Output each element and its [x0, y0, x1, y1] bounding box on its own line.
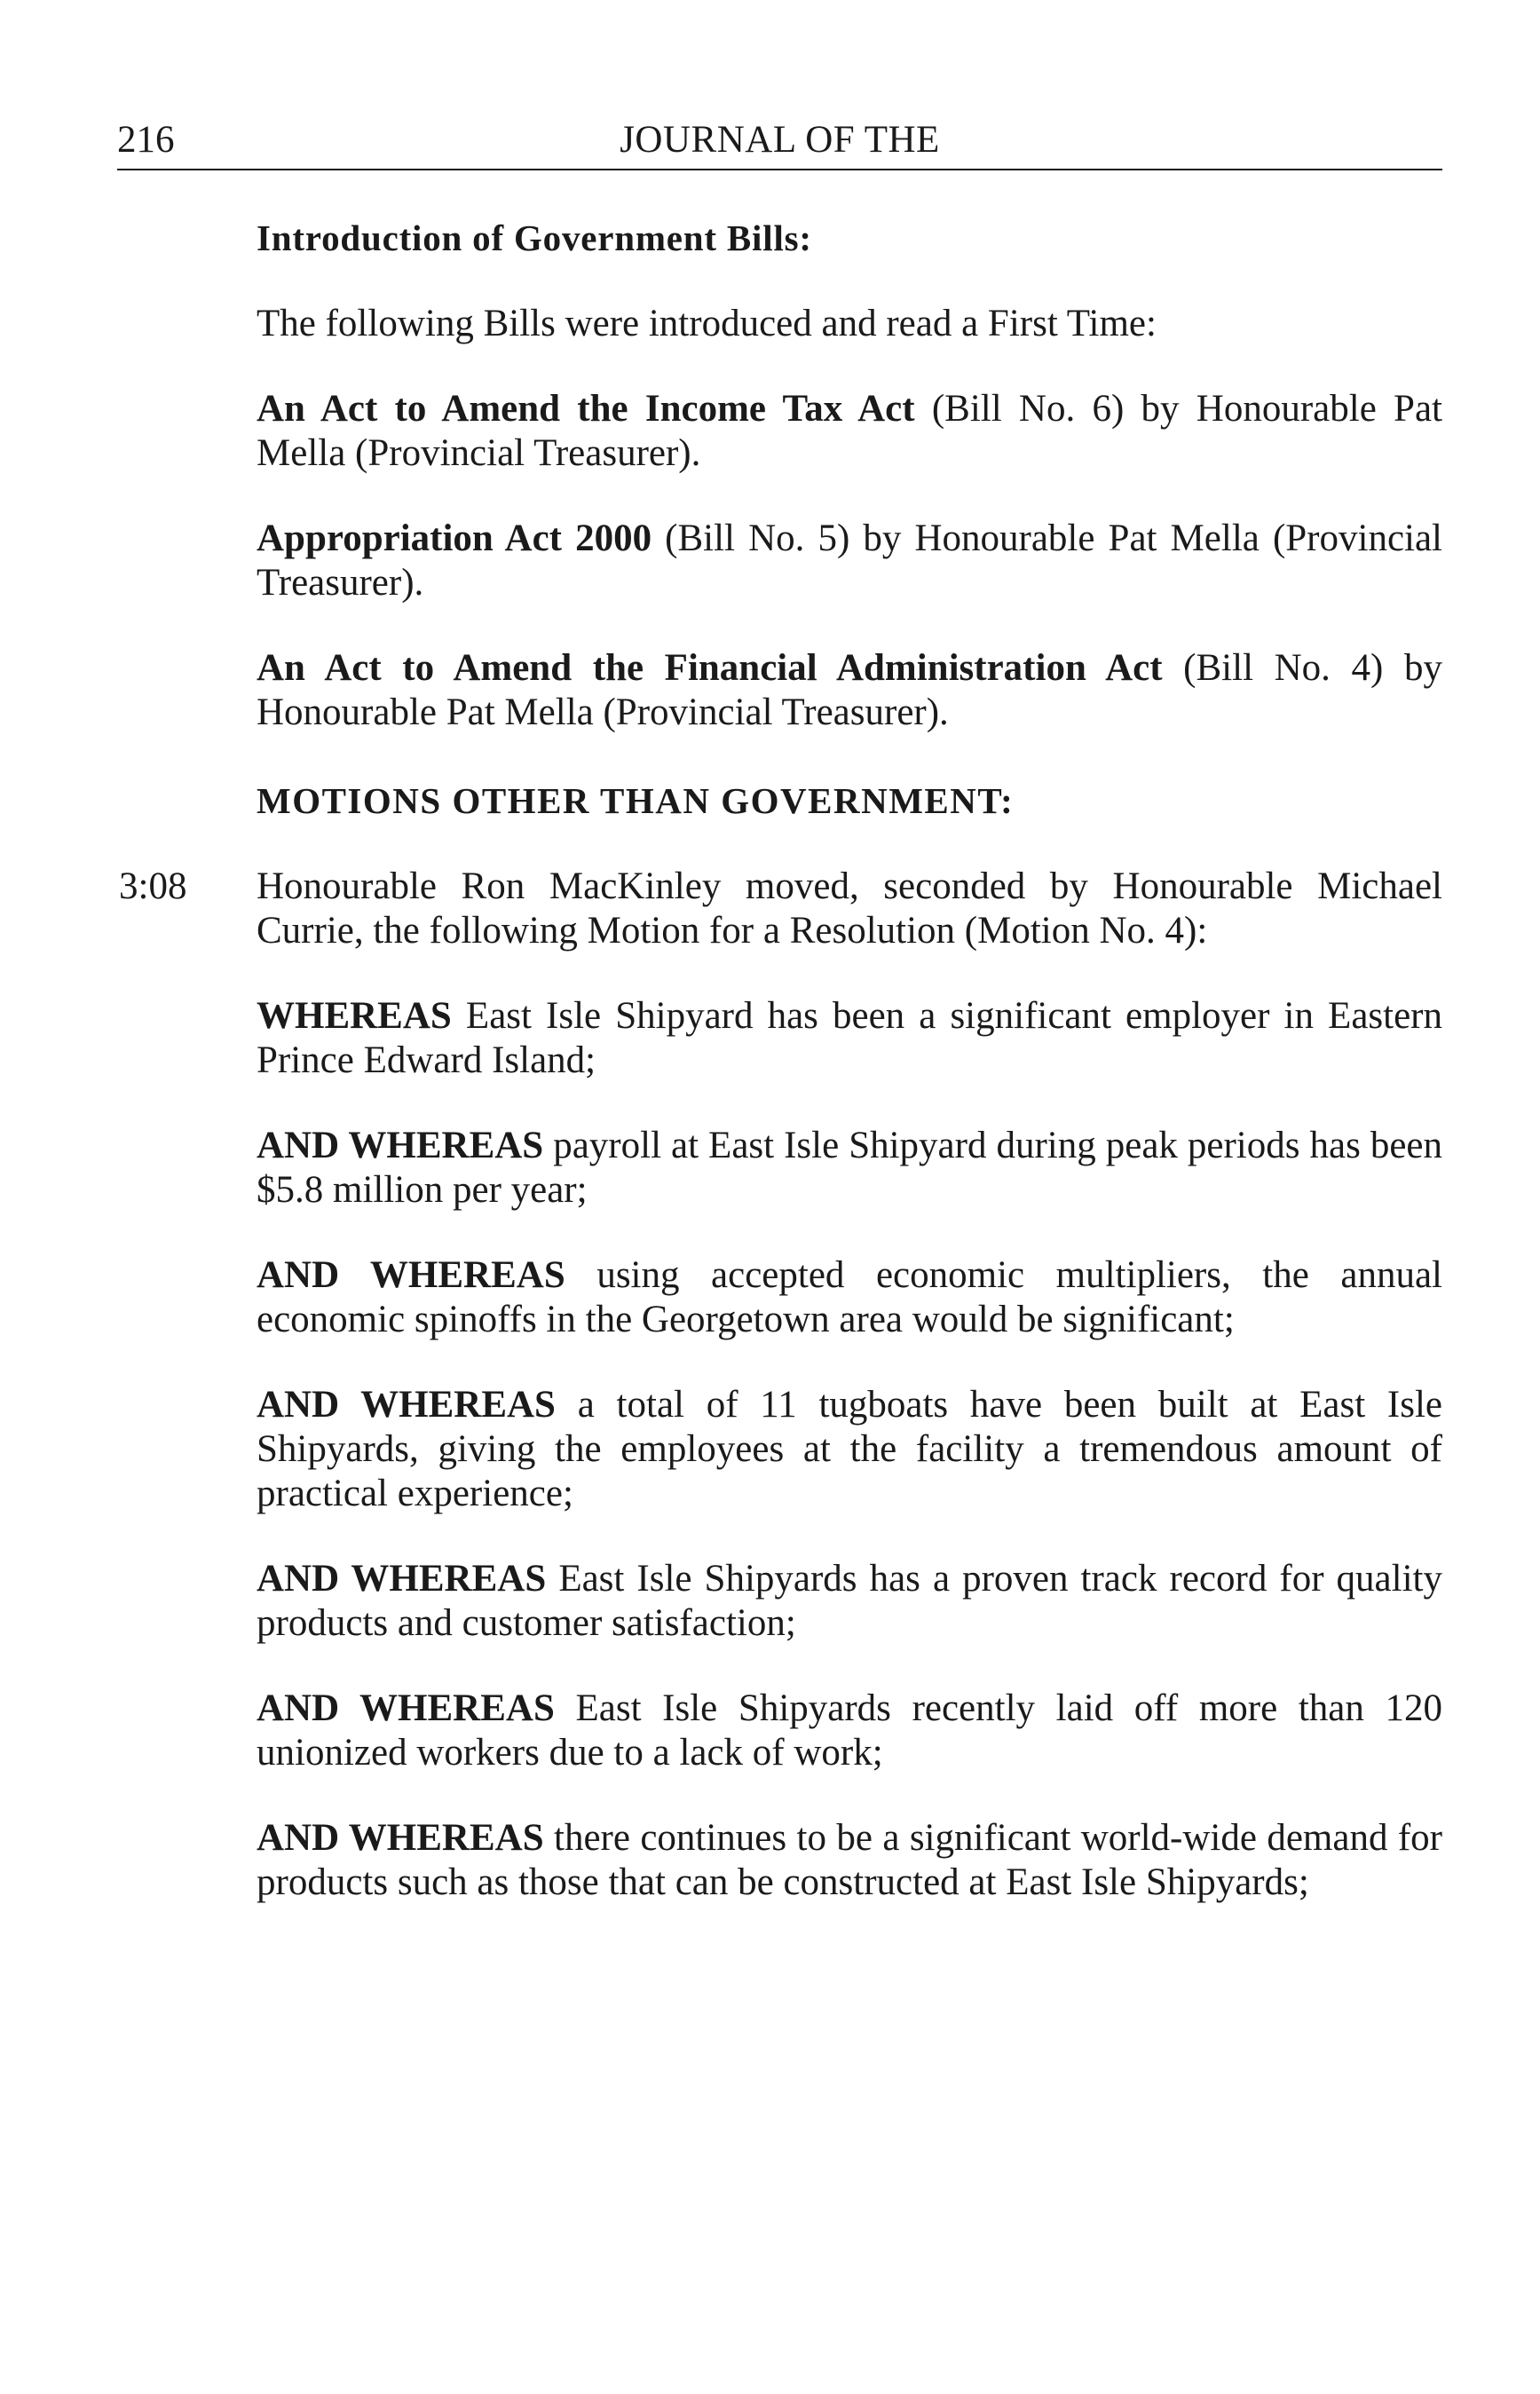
bill-details: (Bill No. 5) by Honourable Pat Mella (Provincial Treasurer).: [257, 518, 1443, 604]
clause-text: East Isle Shipyards has a proven track record for quality products and customer satisfaction;: [257, 1558, 1442, 1644]
whereas-clause: [257, 1687, 1442, 1775]
bill-appropriation: [257, 517, 1442, 605]
page-body: [119, 213, 1443, 1946]
running-head: [117, 114, 1442, 167]
bill-title: Appropriation Act 2000: [257, 518, 652, 559]
clause-text: using accepted economic multipliers, the annual economic spinoffs in the Georgetown area would be significant;: [257, 1254, 1442, 1340]
clause-lead: AND WHEREAS: [257, 1254, 565, 1296]
whereas-clause: [257, 1816, 1442, 1905]
motion-intro: Honourable Ron MacKinley moved, seconded by Honourable Michael Currie, the following Motion for a Resolution (Motion No. 4):: [257, 865, 1442, 952]
whereas-clause: [257, 1253, 1442, 1342]
bill-details: (Bill No. 4) by Honourable Pat Mella (Provincial Treasurer).: [257, 647, 1442, 733]
intro-heading: Introduction of Government Bills:: [257, 217, 812, 258]
time-stamp: 3:08: [119, 865, 187, 907]
clause-text: East Isle Shipyard has been a significant employer in Eastern Prince Edward Island;: [257, 995, 1442, 1081]
page-number: 216: [117, 119, 175, 161]
journal-title: JOURNAL OF THE: [620, 119, 940, 161]
clause-lead: AND WHEREAS: [257, 1687, 555, 1729]
clause-lead: AND WHEREAS: [257, 1384, 556, 1426]
clause-text: East Isle Shipyards recently laid off more than 120 unionized workers due to a lack of work;: [257, 1687, 1442, 1774]
clause-lead: WHEREAS: [257, 995, 452, 1037]
bill-title: An Act to Amend the Financial Administration Act: [257, 647, 1163, 689]
clause-text: payroll at East Isle Shipyard during peak periods has been $5.8 million per year;: [257, 1125, 1442, 1211]
whereas-clause: [257, 1383, 1442, 1516]
bill-financial-administration: [257, 646, 1442, 735]
bill-title: An Act to Amend the Income Tax Act: [257, 388, 915, 430]
clause-text: there continues to be a significant world-wide demand for products such as those that can be constructed at East Isle Shipyards;: [257, 1817, 1442, 1903]
whereas-clause: [257, 1124, 1442, 1213]
clause-lead: AND WHEREAS: [257, 1558, 547, 1600]
motions-heading: MOTIONS OTHER THAN GOVERNMENT:: [257, 780, 1015, 821]
clause-text: a total of 11 tugboats have been built at East Isle Shipyards, giving the employees at the facility a tremendous amount of practical experience;: [257, 1384, 1442, 1514]
clause-lead: AND WHEREAS: [257, 1817, 544, 1859]
whereas-clause: [257, 1557, 1442, 1646]
intro-text: The following Bills were introduced and read a First Time:: [257, 303, 1157, 344]
motion-block: [119, 865, 1442, 953]
bill-income-tax: [257, 387, 1442, 476]
bill-details: (Bill No. 6) by Honourable Pat Mella (Provincial Treasurer).: [257, 388, 1442, 474]
header-rule: [117, 169, 1442, 170]
clause-lead: AND WHEREAS: [257, 1125, 544, 1166]
whereas-clause: [257, 994, 1442, 1083]
